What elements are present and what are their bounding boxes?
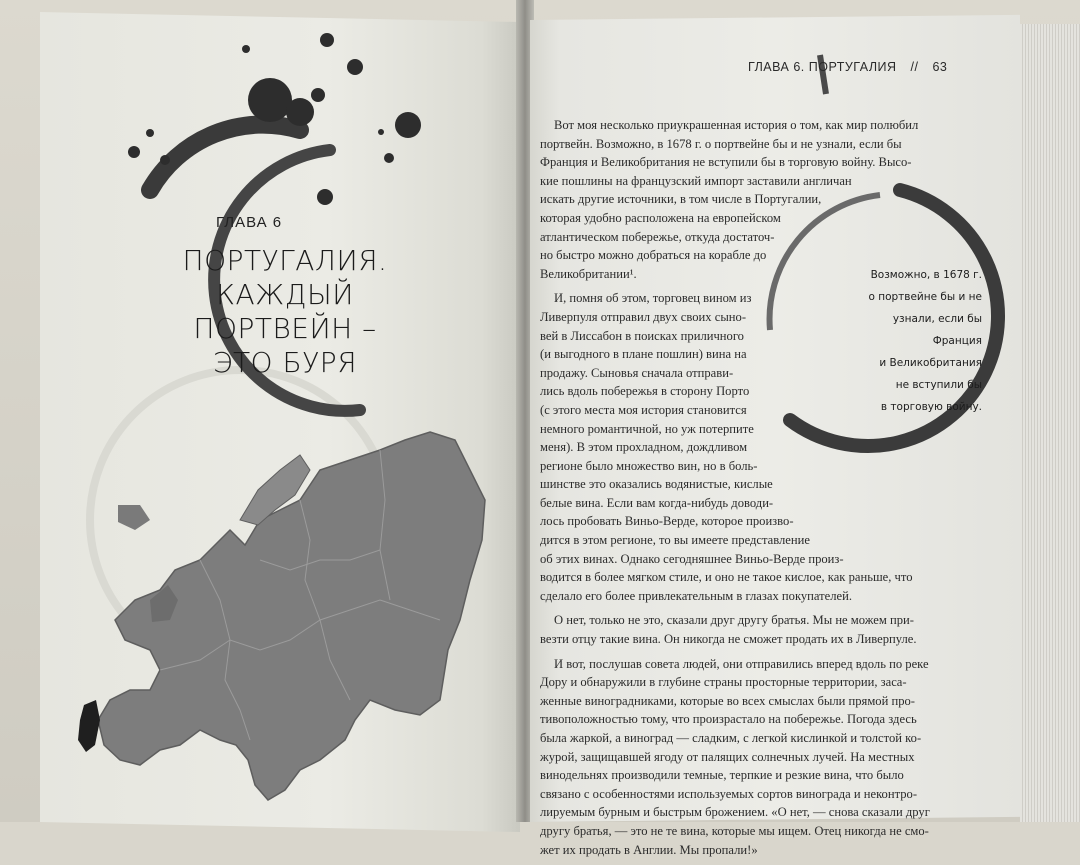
chapter-label: ГЛАВА 6 — [216, 214, 283, 231]
running-header-separator: // — [910, 60, 919, 74]
pullquote-line: Возможно, в 1678 г. — [870, 269, 982, 281]
text-line: везти отцу такие вина. Он никогда не сможет продать их в Ливерпуле. — [540, 632, 917, 647]
paragraph — [540, 611, 960, 648]
text-line: была жаркой, а виноград — сладким, с легкой кислинкой и толстой ко- — [540, 731, 922, 745]
text-line: жет их продать в Англии. Мы пропали!» — [540, 842, 758, 857]
text-line: вей в Лиссабон в поисках приличного — [540, 328, 744, 343]
text-line: об этих винах. Однако сегодняшнее Виньо-Верде произ- — [540, 551, 844, 566]
text-line: кие пошлины на французский импорт заставили англичан — [540, 173, 852, 188]
text-line: Вот моя несколько приукрашенная история о том, как мир полюбил — [554, 118, 919, 132]
text-line: женные виноградниками, которые во всех смыслах были прямой про- — [540, 693, 916, 708]
text-line: портвейн. Возможно, в 1678 г. о портвейне бы и не узнали, если бы — [540, 136, 902, 151]
text-line: лось пробовать Виньо-Верде, которое произво- — [540, 514, 794, 529]
text-line: шинстве это оказались водянистые, кислые — [540, 477, 773, 492]
text-line: (с этого места моя история становится — [540, 402, 747, 417]
pullquote-line: узнали, если бы Франция — [892, 313, 982, 347]
text-line: Дору и обнаружили в глубине страны просторные территории, засa- — [540, 675, 907, 690]
running-header-title: ГЛАВА 6. ПОРТУГАЛИЯ — [748, 60, 897, 74]
text-line: водится в более мягком стиле, и оно не такое кислое, как раньше, что — [540, 570, 913, 585]
chapter-title — [160, 244, 410, 380]
text-line: продажу. Сыновья сначала отправи- — [540, 365, 734, 380]
portugal-highlight — [78, 700, 100, 752]
text-line: (и выгодного в плане пошлин) вина на — [540, 347, 747, 362]
text-line: меня). В этом прохладном, дождливом — [540, 440, 748, 455]
ink-splashes — [128, 33, 421, 205]
pullquote — [852, 264, 982, 418]
pullquote-line: и Великобритания — [879, 357, 982, 369]
text-line: сделало его более привлекательным в глазах покупателей. — [540, 588, 853, 603]
pullquote-line: о портвейне бы и не — [868, 291, 982, 303]
text-line: немного романтичной, но уж потерпите — [540, 421, 754, 436]
text-line: Франция и Великобритания не вступили бы в торговую войну. Высо- — [540, 155, 912, 170]
text-line: лируемым бурным и быстрым брожением. «О нет, — снова сказали друг — [540, 805, 930, 820]
text-line: белые вина. Если вам когда-нибудь доводи- — [540, 495, 774, 510]
text-line: атлантическом побережье, откуда достаточ- — [540, 229, 775, 244]
text-line: винодельнях производили темные, терпкие и резкие вина, что было — [540, 768, 904, 783]
paragraph — [540, 116, 960, 283]
chapter-title-line: ЭТО БУРЯ — [212, 346, 358, 379]
pullquote-line: не вступили бы — [895, 379, 982, 391]
body-text — [540, 116, 960, 865]
pullquote-line: в торговую войну. — [880, 401, 982, 413]
chapter-title-line: КАЖДЫЙ ПОРТВЕЙН – — [193, 278, 377, 345]
text-line: которая удобно расположена на европейском — [540, 210, 781, 225]
text-line: лись вдоль побережья в сторону Порто — [540, 384, 750, 399]
chapter-title-line: ПОРТУГАЛИЯ. — [182, 244, 388, 277]
europe-map — [78, 432, 485, 800]
text-line: регионе было множество вин, но в боль- — [540, 458, 758, 473]
text-line: журой, защищавшей ягоду от палящих солнечных лучей. На местных — [540, 749, 915, 764]
page-number: 63 — [932, 60, 948, 74]
text-line: Ливерпуля отправил двух своих сыно- — [540, 309, 747, 324]
text-line: тивоположностью тому, что произрастало на побережье. Погода здесь — [540, 712, 917, 727]
text-line: другу братья, — это не те вина, которые мы ищем. Отец никогда не смо- — [540, 823, 929, 838]
text-line: связано с особенностями используемых сортов винограда и неконтро- — [540, 786, 918, 801]
text-line: дится в этом регионе, то вы имеете представление — [540, 533, 810, 548]
text-line: И, помня об этом, торговец вином из — [554, 291, 752, 306]
text-line: но быстро можно добраться на корабле до — [540, 248, 767, 263]
text-line: искать другие источники, в том числе в Португалии, — [540, 192, 822, 207]
paragraph — [540, 655, 960, 860]
running-header — [748, 60, 947, 74]
text-line: О нет, только не это, сказали друг другу братья. Мы не можем при- — [554, 613, 914, 628]
text-line: И вот, послушав совета людей, они отправились вперед вдоль по реке — [554, 656, 929, 671]
wine-stain-top — [150, 125, 300, 190]
text-line: Великобритании¹. — [540, 266, 637, 281]
